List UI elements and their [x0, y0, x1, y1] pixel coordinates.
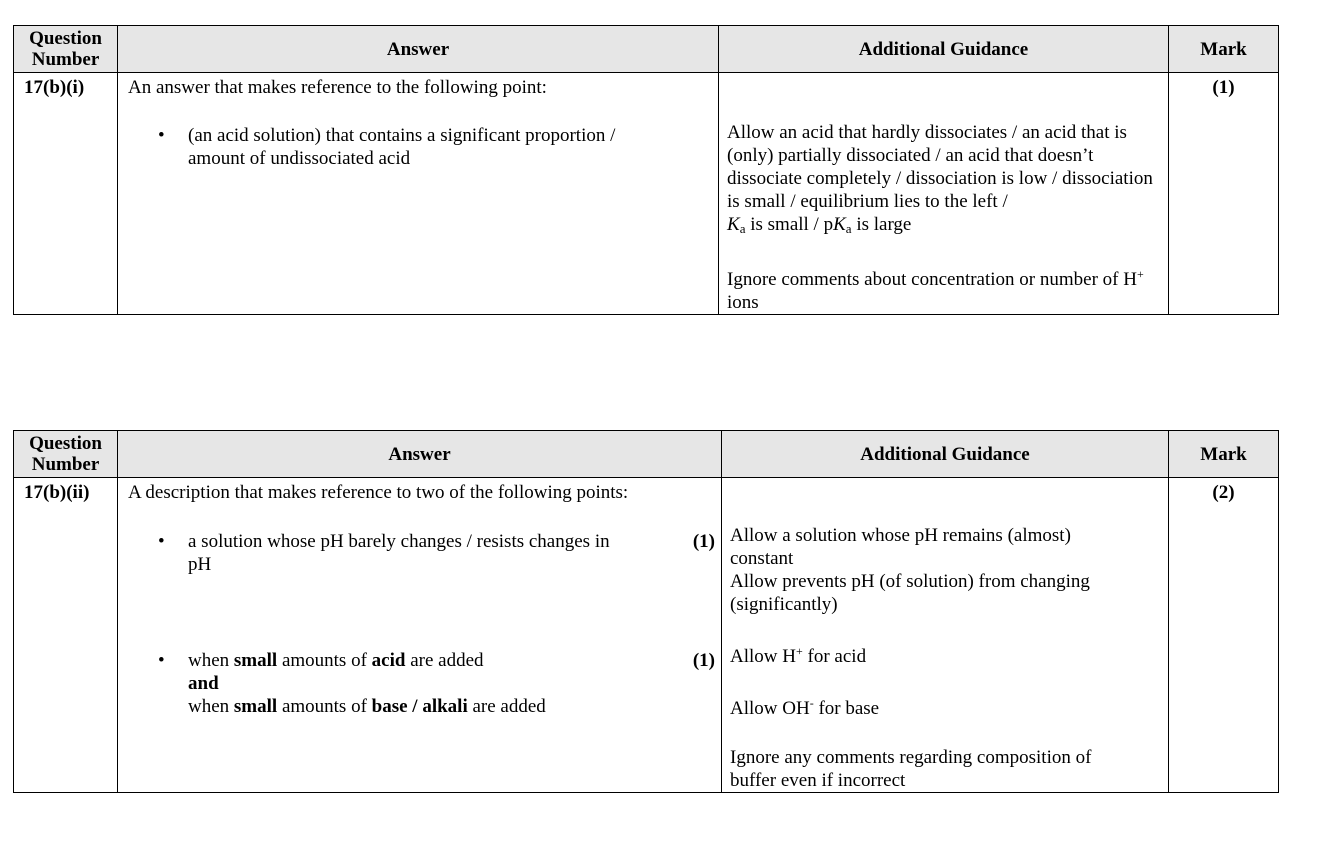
guidance-text-end: is large: [851, 214, 912, 235]
answer-bullet-2: [128, 649, 713, 718]
guidance-cell: [719, 73, 1169, 315]
markscheme-table-17bi: [13, 25, 1279, 315]
header-question-line2: Number: [31, 49, 100, 70]
bold-base-alkali: base / alkali: [371, 696, 468, 717]
guidance-text: Allow an acid that hardly dissociates / an acid that is (only) partially dissociated / an acid that doesn’t dissociate completely / dissociation is low / dissociation is small / equilibrium lies to the left /: [727, 122, 1153, 212]
guidance-ignore-text: Ignore comments about concentration or number of H: [727, 269, 1137, 290]
mark-cell: (2): [1169, 478, 1279, 793]
guidance-allow-oh: [730, 692, 1160, 720]
guidance-text: Allow a solution whose pH remains (almost) constant: [730, 525, 1071, 569]
text: amounts of: [277, 650, 372, 671]
header-answer: Answer: [118, 26, 719, 73]
header-question-number: [14, 431, 118, 478]
guidance-ignore: [727, 263, 1160, 314]
question-number: 17(b)(i): [14, 73, 118, 315]
text: when: [188, 696, 234, 717]
answer-bullet-1: [128, 530, 713, 576]
ka-symbol: K: [727, 214, 740, 235]
pka-symbol: K: [833, 214, 846, 235]
ka-subscript: a: [739, 221, 746, 236]
table-row: [14, 73, 1279, 315]
guidance-text: for base: [813, 698, 880, 719]
text: are added: [467, 696, 546, 717]
table-row: [14, 478, 1279, 793]
bullet-icon: •: [158, 650, 165, 671]
header-mark: Mark: [1169, 26, 1279, 73]
point-mark-2: (1): [692, 650, 715, 671]
header-guidance: Additional Guidance: [719, 26, 1169, 73]
pka-subscript: a: [845, 221, 852, 236]
guidance-paragraph: [727, 121, 1160, 240]
text: amounts of: [277, 696, 372, 717]
bullet-icon: •: [158, 125, 165, 146]
point-mark-1: (1): [692, 531, 715, 552]
bold-and: and: [188, 673, 219, 694]
header-question-number: [14, 26, 118, 73]
answer-bullet-1-line1: a solution whose pH barely changes / resists changes in: [188, 531, 610, 552]
header-mark: Mark: [1169, 431, 1279, 478]
minus-superscript: -: [809, 696, 814, 710]
guidance-ignore: Ignore any comments regarding composition of buffer even if incorrect: [730, 747, 1092, 791]
bold-small: small: [233, 696, 278, 717]
mark-cell: (1): [1169, 73, 1279, 315]
answer-cell: [118, 478, 722, 793]
header-question-line1: Question: [29, 433, 102, 454]
guidance-allow-h: [730, 640, 1160, 668]
header-answer: Answer: [118, 431, 722, 478]
answer-bullet: [128, 124, 710, 170]
header-question-line1: Question: [29, 28, 102, 49]
plus-superscript: +: [1136, 267, 1144, 281]
guidance-text: Allow H: [730, 646, 796, 667]
header-question-line2: Number: [31, 454, 100, 475]
guidance-ignore-end: ions: [727, 292, 759, 313]
bold-small: small: [233, 650, 278, 671]
plus-superscript: +: [795, 644, 803, 658]
answer-bullet-line1: (an acid solution) that contains a significant proportion /: [188, 125, 616, 146]
guidance-text: for acid: [802, 646, 867, 667]
bold-acid: acid: [371, 650, 406, 671]
answer-bullet-line2: amount of undissociated acid: [188, 148, 411, 169]
answer-cell: [118, 73, 719, 315]
text: when: [188, 650, 234, 671]
header-guidance: Additional Guidance: [722, 431, 1169, 478]
guidance-text: Allow OH: [730, 698, 810, 719]
answer-bullet-1-line2: pH: [188, 554, 212, 575]
guidance-cell: [722, 478, 1169, 793]
guidance-text-mid: is small / p: [745, 214, 834, 235]
answer-intro: A description that makes reference to two of the following points:: [128, 482, 629, 503]
table-header-row: [14, 26, 1279, 73]
guidance-text: Allow prevents pH (of solution) from changing (significantly): [730, 571, 1090, 615]
answer-intro: An answer that makes reference to the following point:: [128, 77, 547, 98]
text: are added: [405, 650, 484, 671]
question-number: 17(b)(ii): [14, 478, 118, 793]
markscheme-table-17bii: [13, 430, 1279, 793]
bullet-icon: •: [158, 531, 165, 552]
table-header-row: [14, 431, 1279, 478]
guidance-paragraph-1: [730, 524, 1115, 616]
